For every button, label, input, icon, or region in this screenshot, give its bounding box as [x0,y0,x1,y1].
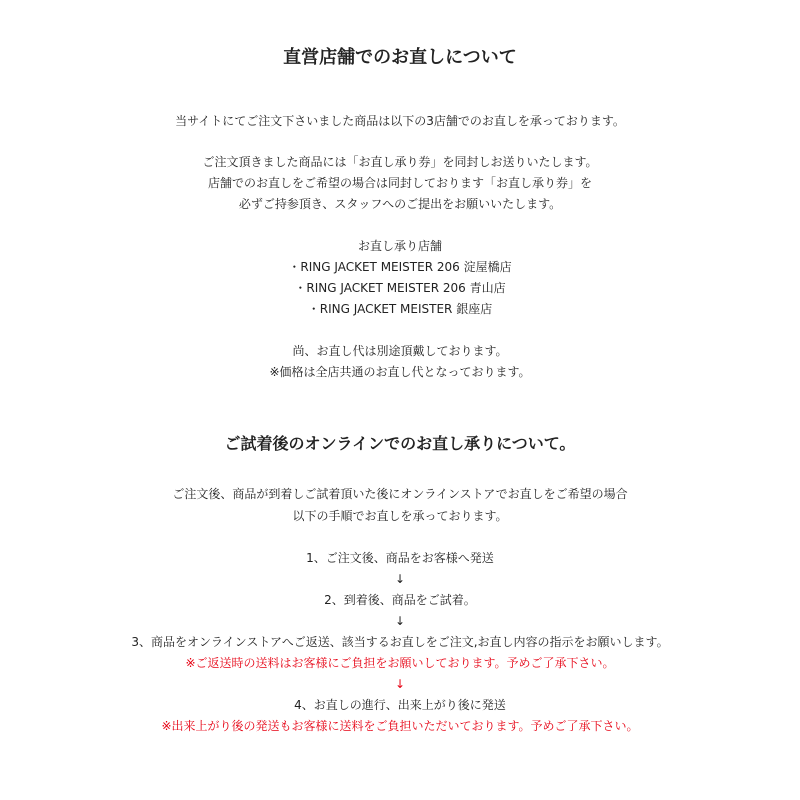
section2-title: ご試着後のオンラインでのお直し承りについて。 [224,434,576,453]
shops-heading: お直し承り店舗 [357,239,442,253]
section2-intro-line: ご注文後、商品が到着しご試着頂いた後にオンラインストアでお直しをご希望の場合 [172,487,628,501]
shop-item-aoyama: ・RING JACKET MEISTER 206 青山店 [294,281,506,295]
shop-item-yodoyabashi: ・RING JACKET MEISTER 206 淀屋橋店 [288,260,512,274]
step-4: 4、お直しの進行、出来上がり後に発送 [294,698,506,712]
step-1: 1、ご注文後、商品をお客様へ発送 [306,551,494,565]
step-2: 2、到着後、商品をご試着。 [324,593,476,607]
step-3: 3、商品をオンラインストアへご返送、該当するお直しをご注文,お直し内容の指示をお願いします。 [131,635,669,649]
fee-note: 尚、お直し代は別途頂戴しております。 [292,344,508,358]
section1-notice-line: 店舗でのお直しをご希望の場合は同封しております「お直し承り券」を [207,176,592,190]
step-4-warning: ※出来上がり後の発送もお客様に送料をご負担いただいております。予めご了承下さい。 [161,719,639,733]
section1-title: 直営店舗でのお直しについて [283,47,517,68]
down-arrow-icon: ↓ [394,614,406,628]
section1-notice-line: ご注文頂きました商品には「お直し承り券」を同封しお送りいたします。 [202,155,598,169]
section1-notice-line: 必ずご持参頂き、スタッフへのご提出をお願いいたします。 [238,197,562,211]
price-note: ※価格は全店共通のお直し代となっております。 [269,365,531,379]
down-arrow-icon: ↓ [394,572,406,586]
down-arrow-icon: ↓ [394,677,406,691]
step-3-warning: ※ご返送時の送料はお客様にご負担をお願いしております。予めご了承下さい。 [185,656,615,670]
section1-intro: 当サイトにてご注文下さいました商品は以下の3店舗でのお直しを承っております。 [175,114,625,128]
shop-item-ginza: ・RING JACKET MEISTER 銀座店 [307,302,493,316]
section2-intro-line: 以下の手順でお直しを承っております。 [292,509,508,523]
